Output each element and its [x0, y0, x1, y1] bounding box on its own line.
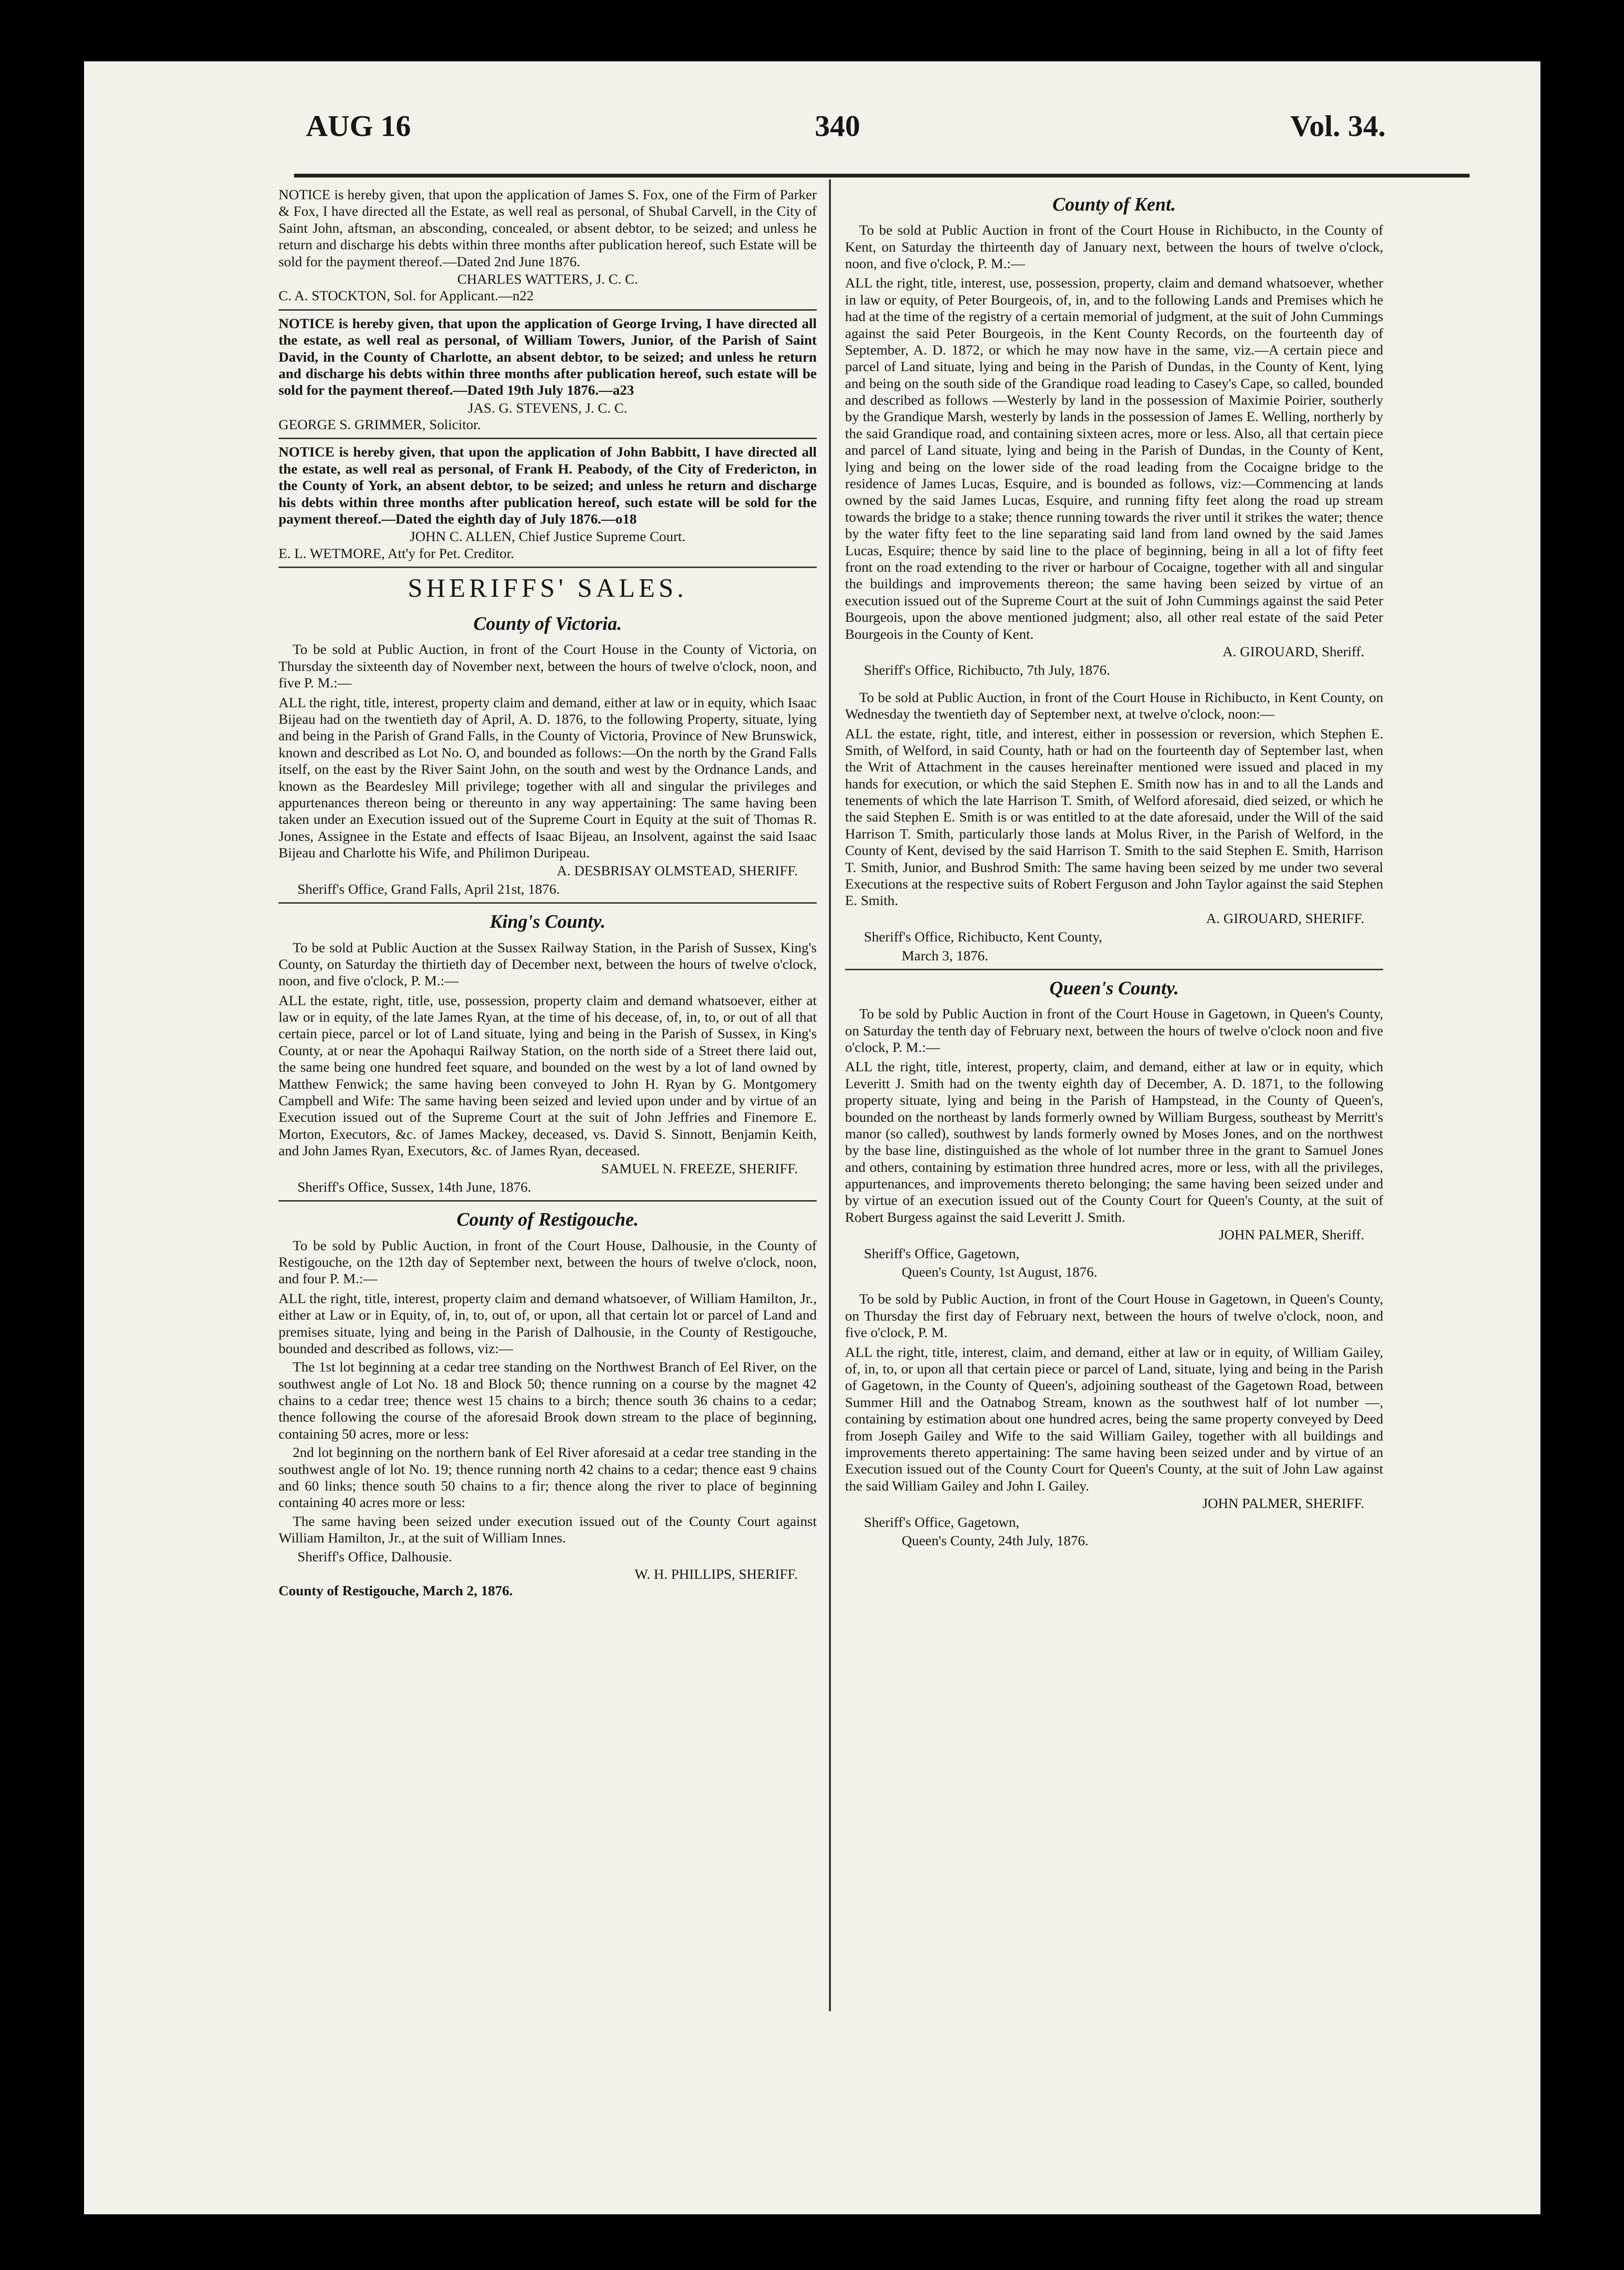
restigouche-body: ALL the right, title, interest, property claim and demand whatsoever, of William Hamilton, Jr., either at Law or in Equity, of, in, to, out of, or upon, all that certain lot or parcel of Land and premises situate, lying and being in the Parish of Dalhousie, in the County of Restigouche, bounded and described as follows, viz:—: [279, 1290, 817, 1356]
kings-intro: To be sold at Public Auction at the Sussex Railway Station, in the Parish of Sussex, King's County, on Saturday the thirtieth day of December next, between the hours of twelve o'clock, noon, and five o'clock, P. M.:—: [279, 940, 817, 989]
victoria-body: ALL the right, title, interest, property claim and demand, either at law or in equity, which Isaac Bijeau had on the twentieth day of April, A. D. 1876, to the following Property, situate, lying and being in the Parish of Grand Falls, in the County of Victoria, Province of New Brunswick, known and described as Lot No. O, and bounded as follows:—On the north by the Grand Falls itself, on the east by the River Saint John, on the south and west by the Ordnance Lands, and known as the Beardesley Mill privilege; together with all and singular the privileges and appurtenances thereon being or thereunto in any way appertaining: The same having been taken under an Execution issued out of the Supreme Court in Equity at the suit of Thomas R. Jones, Assignee in the Estate and effects of Isaac Bijeau, an Insolvent, against the said Isaac Bijeau and Charlotte his Wife, and Philimon Duripeau.: [279, 695, 817, 861]
county-kent-title: County of Kent.: [1052, 194, 1176, 215]
kent2-office: Sheriff's Office, Richibucto, Kent County,: [864, 929, 1102, 945]
county-restigouche-title: County of Restigouche.: [457, 1209, 639, 1230]
column-divider: [829, 179, 831, 2011]
queens-intro: To be sold by Public Auction in front of the Court House in Gagetown, in Queen's County, on Saturday the tenth day of February next, between the hours of twelve o'clock noon and five o'clock, P. M.:—: [845, 1006, 1383, 1055]
queens-office: Sheriff's Office, Gagetown,: [864, 1245, 1020, 1262]
victoria-office: Sheriff's Office, Grand Falls, April 21st, 1876.: [297, 881, 560, 897]
kings-body: ALL the estate, right, title, use, possession, property claim and demand whatsoever, either at law or in equity, of the late James Ryan, at the time of his decease, of, in, to, or out of all that certain piece, parcel or lot of Land situate, lying and being in the Parish of Sussex, in King's County, at or near the Apohaqui Railway Station, on the north side of a Street there laid out, the same being one hundred feet square, and bounded on the west by a lot of land owned by Matthew Fenwick; the same having been conveyed to John H. Ryan by G. Montgomery Campbell and Wife: The same having been seized and levied upon under and by virtue of an Execution issued out of the Supreme Court at the suit of John Jeffries and Finemore E. Morton, Executors, &c. of James Mackey, deceased, vs. David S. Sinnott, Benjamin Keith, and John James Ryan, Executors, &c. of James Ryan, deceased.: [279, 992, 817, 1159]
county-kings-title: King's County.: [490, 911, 606, 932]
kent2-signature: A. GIROUARD, SHERIFF.: [1206, 910, 1364, 926]
notice-signature: JAS. G. STEVENS, J. C. C.: [468, 400, 627, 416]
county-queens-title: Queen's County.: [1049, 977, 1179, 999]
divider-rule: [279, 902, 817, 904]
restigouche-intro: To be sold by Public Auction, in front of the Court House, Dalhousie, in the County of Restigouche, on the 12th day of September next, between the hours of twelve o'clock, noon, and four P. M.:—: [279, 1237, 817, 1287]
queens2-office-date: Queen's County, 24th July, 1876.: [902, 1533, 1089, 1549]
header-date: AUG 16: [306, 109, 411, 143]
victoria-signature: A. DESBRISAY OLMSTEAD, SHERIFF.: [557, 863, 798, 879]
notice-text: NOTICE is hereby given, that upon the application of James S. Fox, one of the Firm of Parker & Fox, I have directed all the Estate, as well real as personal, of Shubal Carvell, in the City of Saint John, aftsman, an absconding, concealed, or absent debtor, to be seized; and unless he return and discharge his debts within three months after publication hereof, such Estate will be sold for the payment thereof.—Dated 2nd June 1876.: [279, 187, 817, 270]
notice-carvell: [279, 186, 817, 305]
queens-signature: JOHN PALMER, Sheriff.: [1218, 1227, 1364, 1243]
kings-signature: SAMUEL N. FREEZE, SHERIFF.: [601, 1160, 798, 1177]
queens2-body: ALL the right, title, interest, claim, and demand, either at law or in equity, of William Gailey, of, in, to, or upon all that certain piece or parcel of Land, situate, lying and being in the Parish of Gagetown, in the County of Queen's, adjoining southeast of the Gagetown Road, between Summer Hill and the Oatnabog Stream, known as the southwest half of lot number —, containing by estimation about one hundred acres, being the same property conveyed by Deed from Joseph Gailey and Wife to the said William Gailey, together with all buildings and improvements thereto appertaining: The same having been seized under and by virtue of an Execution issued out of the County Court for Queen's County, at the suit of John Law against the said William Gailey and John I. Gailey.: [845, 1344, 1383, 1494]
restigouche-signature: W. H. PHILLIPS, SHERIFF.: [634, 1566, 798, 1582]
restigouche-office: Sheriff's Office, Dalhousie.: [297, 1549, 452, 1565]
kent2-office-date: March 3, 1876.: [902, 948, 989, 964]
header-page-number: 340: [815, 109, 860, 143]
page-header: [84, 61, 1540, 175]
kent2-intro: To be sold at Public Auction, in front of the Court House in Richibucto, in Kent County, on Wednesday the twentieth day of September next, at twelve o'clock, noon:—: [845, 689, 1383, 722]
kent-intro: To be sold at Public Auction in front of the Court House in Richibucto, in the County of Kent, on Saturday the thirteenth day of January next, between the hours of twelve o'clock, noon, and five o'clock, P. M.:—: [845, 222, 1383, 271]
notice-solicitor: E. L. WETMORE, Att'y for Pet. Creditor.: [279, 545, 514, 561]
divider-rule: [845, 969, 1383, 970]
restigouche-seized: The same having been seized under execution issued out of the County Court against William Hamilton, Jr., at the suit of William Innes.: [279, 1513, 817, 1546]
notice-peabody: [279, 444, 817, 562]
left-column: [279, 186, 817, 1600]
divider-rule: [279, 1200, 817, 1202]
county-victoria-title: County of Victoria.: [473, 613, 622, 635]
gazette-page: [84, 61, 1540, 2214]
queens-body: ALL the right, title, interest, property, claim, and demand, either at law or in equity, which Leveritt J. Smith had on the twenty eighth day of December, A. D. 1871, to the following property situate, lying and being in the Parish of Hampstead, in the County of Queen's, bounded on the northeast by lands formerly owned by William Burgess, southeast by Merritt's manor (so called), southwest by lands formerly owned by Moses Jones, and on the northwest by the base line, distinguished as the whole of lot number three in the grant to Samuel Jones and others, containing by estimation three hundred acres, more or less, with all the privileges, appurtenances, and improvements thereto belonging; the same having been seized under and by virtue of an execution issued out of the County Court for Queen's County, at the suit of Robert Burgess against the said Leveritt J. Smith.: [845, 1059, 1383, 1225]
kent-body: ALL the right, title, interest, use, possession, property, claim and demand whatsoever, whether in law or equity, of Peter Bourgeois, of, in, and to the following Lands and Premises which he had at the time of the registry of a certain memorial of judgment, at the suit of John Cummings against the said Peter Bourgeois, in the Kent County Records, on the fourteenth day of September, A. D. 1872, or which he may now have in the same, viz.—A certain piece and parcel of Land situate, lying and being in the Parish of Dundas, in the County of Kent, lying and being on the south side of the Grandique road leading to Casey's Cape, so called, bounded and described as follows —Westerly by land in the possession of Maximie Poirier, southerly by the Grandique Marsh, westerly by lands in the possession of James E. Welling, northerly by the said Grandique road, and containing sixteen acres, more or less. Also, all that certain piece and parcel of Land situate, lying and being in the Parish of Dundas, in the County of Kent, lying and being on the lower side of the road leading from the Cocaigne bridge to the residence of James Lucas, Esquire, and is bounded as follows, viz:—Commencing at lands owned by the said James Lucas, Esquire, and running fifty feet along the road up stream towards the bridge to a stake; thence running towards the river until it strikes the water; thence by the water fifty feet to the line separating said land from land owned by the said James Lucas, Esquire; thence by said line to the place of beginning, being in all a lot of fifty feet front on the road extending to the river or harbour of Cocaigne, together with all and singular the buildings and improvements thereon; the same having been seized by virtue of an execution issued out of the Supreme Court at the suit of John Cummings against the said Peter Bourgeois, upon the above mentioned judgment; also, all other real estate of the said Peter Bourgeois in the County of Kent.: [845, 275, 1383, 642]
victoria-intro: To be sold at Public Auction, in front of the Court House in the County of Victoria, on Thursday the sixteenth day of November next, between the hours of twelve o'clock, noon, and five P. M.:—: [279, 642, 817, 691]
kent-office: Sheriff's Office, Richibucto, 7th July, 1876.: [864, 662, 1110, 678]
kent2-body: ALL the estate, right, title, and interest, either in possession or reversion, which Stephen E. Smith, of Welford, in said County, hath or had on the fourteenth day of September last, when the Writ of Attachment in the causes hereinafter mentioned were issued and placed in my hands for execution, or which the said Stephen E. Smith now has in and to all the Lands and tenements of which the late Harrison T. Smith, of Welford aforesaid, died seized, or which he the said Stephen E. Smith is or was entitled to at the date aforesaid, under the Will of the said Harrison T. Smith, particularly those lands at Molus River, in the Parish of Welford, in the County of Kent, devised by the said Harrison T. Smith to the said Stephen E. Smith, Harrison T. Smith, Junior, and Bushrod Smith: The same having been seized by me under two several Executions at the respective suits of Robert Ferguson and John Taylor against the said Stephen E. Smith.: [845, 726, 1383, 909]
notice-text: NOTICE is hereby given, that upon the application of George Irving, I have directed all the estate, as well real as personal, of William Towers, Junior, of the Parish of Saint David, in the County of Charlotte, an absent debtor, to be seized; and unless he return and discharge his debts within three months after publication hereof, such estate will be sold for the payment thereof.—Dated 19th July 1876.—a23: [279, 315, 817, 398]
notice-signature: JOHN C. ALLEN, Chief Justice Supreme Court.: [409, 529, 686, 545]
queens2-intro: To be sold by Public Auction, in front of the Court House in Gagetown, in Queen's County, on Thursday the first day of February next, between the hours of twelve o'clock, noon, and five o'clock, P. M.: [845, 1291, 1383, 1341]
restigouche-lot2: 2nd lot beginning on the northern bank of Eel River aforesaid at a cedar tree standing in the southwest angle of lot No. 19; thence running north 42 chains to a cedar; thence east 9 chains and 60 links; thence south 50 chains to a fir; thence along the river to place of beginning containing 40 acres more or less:: [279, 1445, 817, 1511]
queens2-signature: JOHN PALMER, SHERIFF.: [1202, 1496, 1364, 1512]
divider-rule: [279, 438, 817, 439]
notice-signature: CHARLES WATTERS, J. C. C.: [457, 271, 638, 287]
notice-solicitor: C. A. STOCKTON, Sol. for Applicant.—n22: [279, 288, 534, 304]
divider-rule: [279, 567, 817, 568]
notice-text: NOTICE is hereby given, that upon the application of John Babbitt, I have directed all the estate, as well real as personal, of Frank H. Peabody, of the City of Fredericton, in the County of York, an absent debtor, to be seized; and unless he return and discharge his debts within three months after publication hereof, such estate will be sold for the payment thereof.—Dated the eighth day of July 1876.—o18: [279, 444, 817, 527]
notice-towers: [279, 315, 817, 433]
restigouche-office-date: County of Restigouche, March 2, 1876.: [279, 1583, 513, 1599]
queens2-office: Sheriff's Office, Gagetown,: [864, 1514, 1020, 1530]
restigouche-lot1: The 1st lot beginning at a cedar tree standing on the Northwest Branch of Eel River, on the southwest angle of Lot No. 18 and Block 50; thence running on a course by the magnet 42 chains to a cedar tree; thence west 15 chains to a birch; thence south 36 chains to a cedar; thence following the course of the aforesaid Brook down stream to the place of beginning, containing 50 acres, more or less:: [279, 1359, 817, 1442]
queens-office-date: Queen's County, 1st August, 1876.: [902, 1264, 1098, 1280]
right-column: [845, 186, 1383, 1549]
sheriffs-sales-title: SHERIFFS' SALES.: [407, 574, 688, 603]
divider-rule: [279, 309, 817, 311]
header-rule: [294, 174, 1470, 178]
notice-solicitor: GEORGE S. GRIMMER, Solicitor.: [279, 417, 481, 433]
header-volume: Vol. 34.: [1290, 109, 1386, 143]
kings-office: Sheriff's Office, Sussex, 14th June, 1876.: [297, 1179, 532, 1195]
kent-signature: A. GIROUARD, Sheriff.: [1222, 644, 1364, 660]
